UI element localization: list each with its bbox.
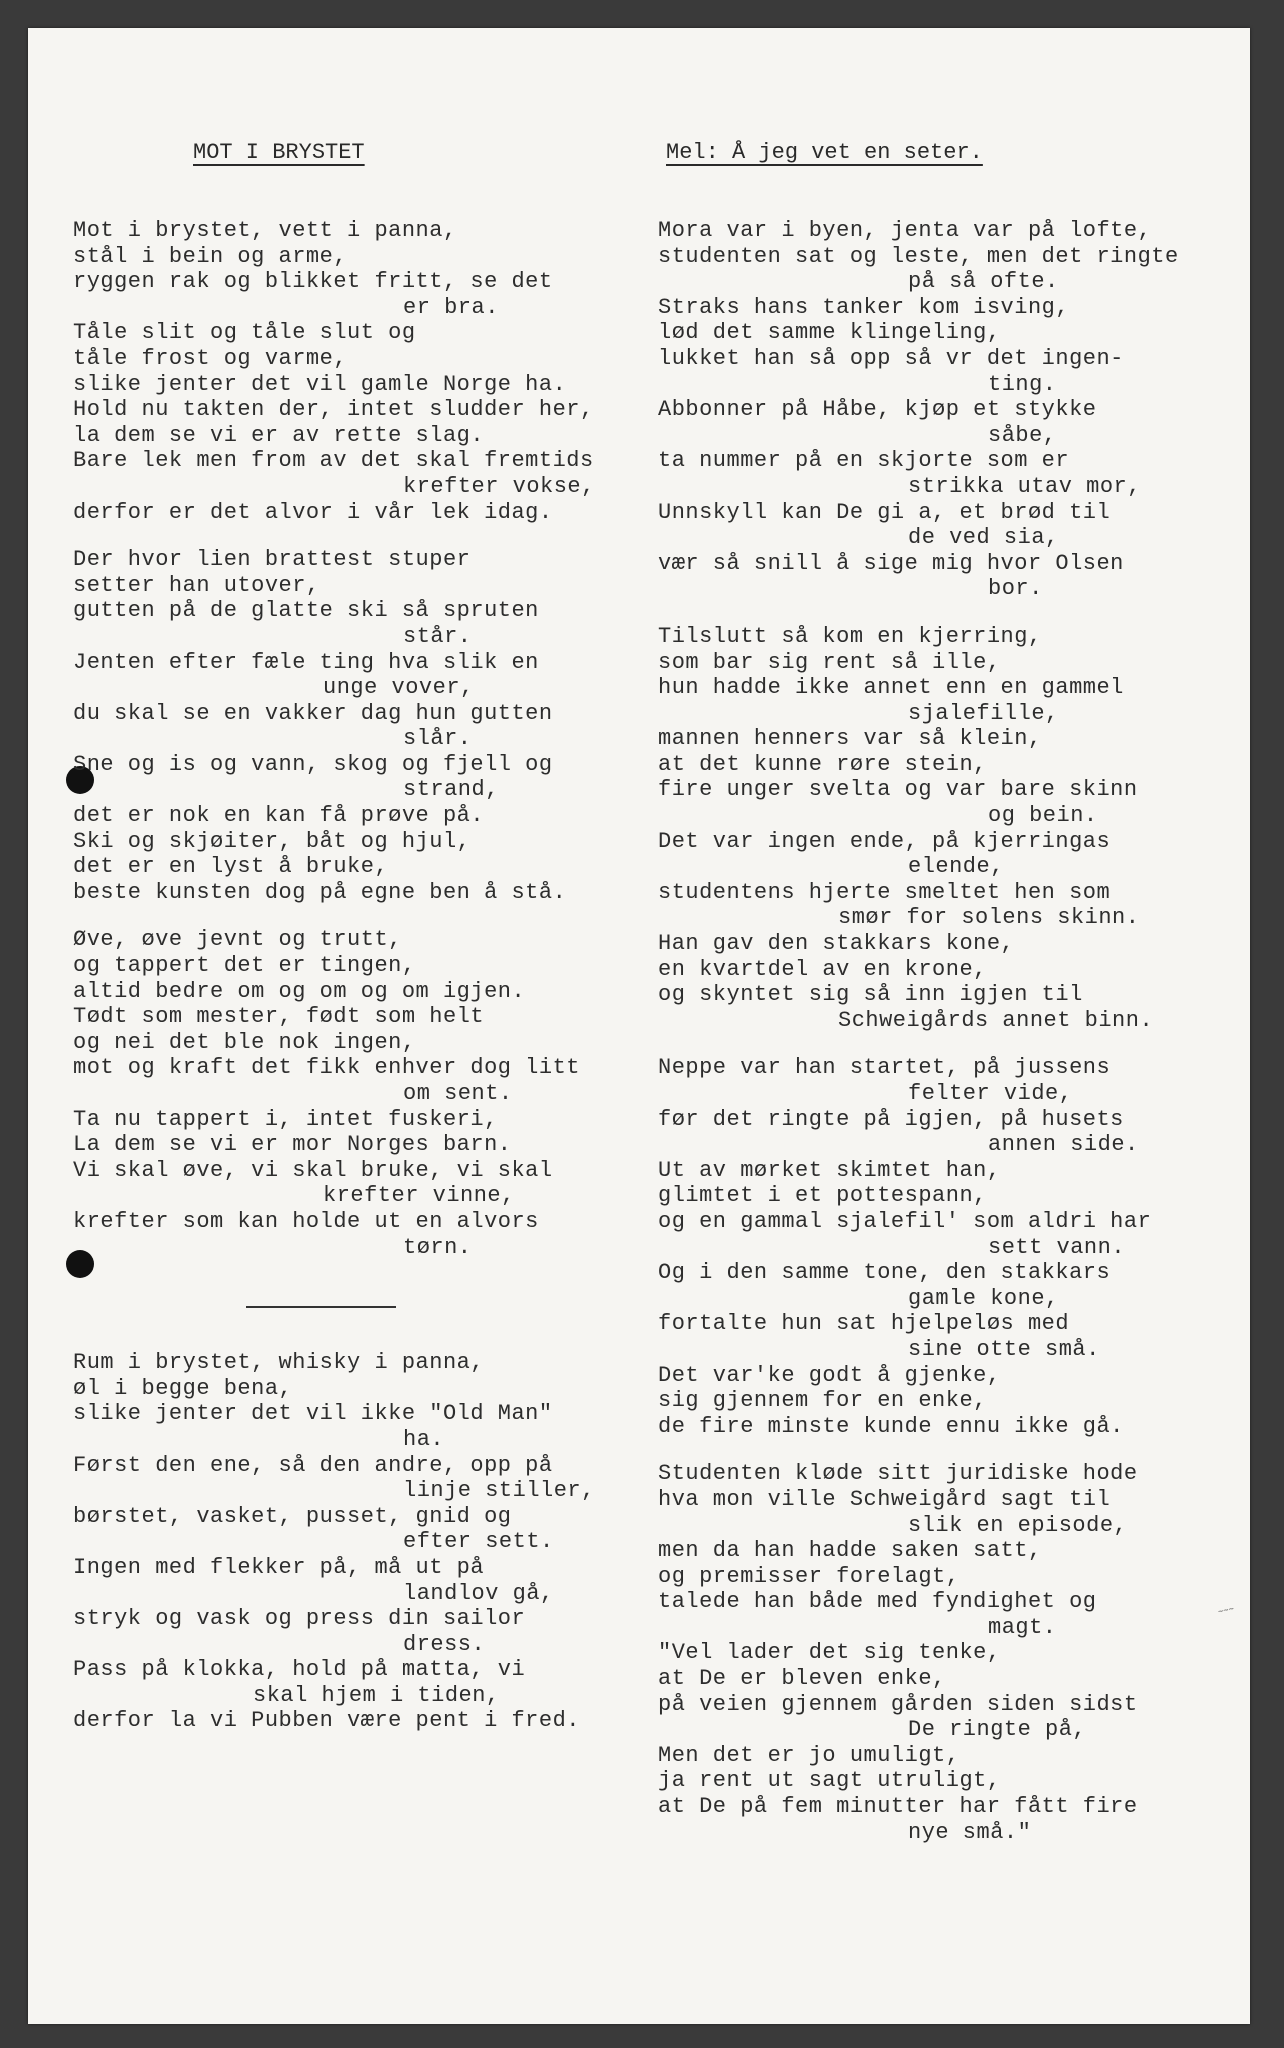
verse-line: Tilslutt så kom en kjerring,: [658, 623, 1042, 649]
verse-line: Pass på klokka, hold på matta, vi: [73, 1657, 526, 1683]
verse-line: fortalte hun sat hjelpeløs med: [658, 1311, 1070, 1337]
verse-line: studentens hjerte smeltet hen som: [658, 879, 1111, 905]
verse-line: nye små.": [908, 1819, 1032, 1845]
verse-line: studenten sat og leste, men det ringte: [658, 243, 1179, 269]
verse-line: Straks hans tanker kom isving,: [658, 294, 1070, 320]
stanza: [658, 1461, 1236, 1845]
left-title: MOT I BRYSTET: [193, 140, 365, 165]
verse-line: lød det samme klingeling,: [658, 320, 1001, 346]
stanza: [658, 1055, 1233, 1439]
verse-line: tåle frost og varme,: [73, 345, 348, 371]
verse-line: vær så snill å sige mig hvor Olsen: [658, 550, 1124, 576]
verse-line: elende,: [908, 854, 1004, 880]
verse-line: Schweigårds annet binn.: [838, 1007, 1154, 1033]
verse-line: smør for solens skinn.: [838, 905, 1140, 931]
verse-line: Vi skal øve, vi skal bruke, vi skal: [73, 1157, 553, 1183]
stanza: [73, 218, 673, 525]
verse-line: slår.: [403, 726, 472, 752]
verse-line: derfor la vi Pubben være pent i fred.: [73, 1708, 580, 1734]
verse-line: ja rent ut sagt utruligt,: [658, 1768, 1001, 1794]
verse-line: derfor er det alvor i vår lek idag.: [73, 499, 553, 525]
verse-line: gutten på de glatte ski så spruten: [73, 598, 539, 624]
stanza: [73, 1350, 673, 1734]
verse-line: en kvartdel av en krone,: [658, 956, 987, 982]
verse-line: at det kunne røre stein,: [658, 751, 987, 777]
verse-line: krefter vokse,: [403, 473, 595, 499]
verse-line: Jenten efter fæle ting hva slik en: [73, 649, 539, 675]
verse-line: og tappert det er tingen,: [73, 953, 416, 979]
separator-line: [246, 1306, 396, 1308]
verse-line: er bra.: [403, 294, 499, 320]
verse-line: efter sett.: [403, 1529, 554, 1555]
verse-line: mannen henners var så klein,: [658, 726, 1042, 752]
verse-line: Sne og is og vann, skog og fjell og: [73, 751, 553, 777]
verse-line: på så ofte.: [908, 269, 1059, 295]
verse-line: om sent.: [403, 1081, 513, 1106]
verse-line: annen side.: [988, 1132, 1139, 1158]
verse-line: at De er bleven enke,: [658, 1666, 946, 1692]
verse-line: tørn.: [403, 1234, 472, 1260]
verse-line: landlov gå,: [403, 1580, 554, 1606]
left-column: [73, 218, 673, 1756]
verse-line: Ingen med flekker på, må ut på: [73, 1554, 485, 1580]
verse-line: skal hjem i tiden,: [253, 1682, 500, 1708]
verse-line: Neppe var han startet, på jussens: [658, 1055, 1111, 1081]
stanza: [658, 218, 1233, 602]
verse-line: Studenten kløde sitt juridiske hode: [658, 1461, 1138, 1487]
verse-line: står.: [403, 623, 472, 649]
verse-line: bor.: [988, 576, 1043, 602]
stanza: [73, 927, 673, 1260]
verse-line: strikka utav mor,: [908, 473, 1141, 499]
verse-line: gamle kone,: [908, 1285, 1059, 1311]
verse-line: La dem se vi er mor Norges barn.: [73, 1132, 512, 1158]
verse-line: ting.: [988, 371, 1057, 397]
verse-line: Det var'ke godt å gjenke,: [658, 1362, 1001, 1388]
verse-line: linje stiller,: [403, 1478, 595, 1504]
verse-line: sett vann.: [988, 1234, 1126, 1260]
verse-line: stål i bein og arme,: [73, 243, 348, 269]
verse-line: men da han hadde saken satt,: [658, 1538, 1042, 1564]
verse-line: Ta nu tappert i, intet fuskeri,: [73, 1106, 498, 1132]
verse-line: og bein.: [988, 803, 1098, 829]
verse-line: la dem se vi er av rette slag.: [73, 422, 485, 448]
verse-line: og nei det ble nok ingen,: [73, 1029, 416, 1055]
verse-line: Han gav den stakkars kone,: [658, 931, 1015, 957]
verse-line: strand,: [403, 777, 499, 803]
verse-line: hva mon ville Schweigård sagt til: [658, 1486, 1111, 1512]
stanza: [73, 547, 673, 905]
verse-line: hun hadde ikke annet enn en gammel: [658, 675, 1124, 701]
verse-line: dress.: [403, 1631, 486, 1657]
verse-line: såbe,: [988, 422, 1057, 448]
verse-line: felter vide,: [908, 1081, 1073, 1106]
verse-line: Unnskyll kan De gi a, et brød til: [658, 499, 1111, 525]
verse-line: stryk og vask og press din sailor: [73, 1606, 526, 1632]
verse-line: Hold nu takten der, intet sludder her,: [73, 397, 594, 423]
verse-line: du skal se en vakker dag hun gutten: [73, 700, 553, 726]
verse-line: Der hvor lien brattest stuper: [73, 547, 471, 573]
verse-line: Ut av mørket skimtet han,: [658, 1157, 1001, 1183]
verse-line: at De på fem minutter har fått fire: [658, 1794, 1138, 1820]
verse-line: børstet, vasket, pusset, gnid og: [73, 1503, 512, 1529]
typewritten-page: [28, 28, 1250, 2024]
verse-line: og skyntet sig så inn igjen til: [658, 982, 1083, 1008]
verse-line: slik en episode,: [908, 1512, 1128, 1538]
verse-line: som bar sig rent så ille,: [658, 649, 1001, 675]
verse-line: "Vel lader det sig tenke,: [658, 1640, 1001, 1666]
verse-line: før det ringte på igjen, på husets: [658, 1106, 1124, 1132]
verse-line: sjalefille,: [908, 700, 1059, 726]
verse-line: øl i begge bena,: [73, 1375, 293, 1401]
verse-line: det er nok en kan få prøve på.: [73, 803, 485, 829]
verse-line: Abbonner på Håbe, kjøp et stykke: [658, 397, 1097, 423]
verse-line: Tåle slit og tåle slut og: [73, 320, 416, 346]
verse-line: magt.: [988, 1614, 1057, 1640]
verse-line: talede han både med fyndighet og: [658, 1589, 1097, 1615]
verse-line: Tødt som mester, født som helt: [73, 1004, 485, 1030]
verse-line: Mora var i byen, jenta var på lofte,: [658, 218, 1152, 243]
verse-line: De ringte på,: [908, 1717, 1087, 1743]
verse-line: slike jenter det vil ikke "Old Man": [73, 1401, 553, 1427]
verse-line: Øve, øve jevnt og trutt,: [73, 927, 402, 953]
verse-line: setter han utover,: [73, 572, 320, 598]
verse-line: krefter som kan holde ut en alvors: [73, 1208, 539, 1234]
verse-line: ryggen rak og blikket fritt, se det: [73, 269, 553, 295]
right-column: [658, 218, 1236, 1867]
verse-line: lukket han så opp så vr det ingen-: [658, 345, 1124, 371]
verse-line: Mot i brystet, vett i panna,: [73, 218, 457, 243]
right-title: Mel: Å jeg vet en seter.: [666, 140, 983, 165]
verse-line: og premisser forelagt,: [658, 1563, 960, 1589]
stanza: [658, 624, 1233, 1034]
ink-mark: ~~~: [1217, 1604, 1236, 1618]
verse-line: Bare lek men from av det skal fremtids: [73, 448, 594, 474]
verse-line: det er en lyst å bruke,: [73, 854, 389, 880]
verse-line: slike jenter det vil gamle Norge ha.: [73, 371, 567, 397]
verse-line: ha.: [403, 1426, 445, 1452]
verse-line: fire unger svelta og var bare skinn: [658, 777, 1138, 803]
verse-line: Det var ingen ende, på kjerringas: [658, 828, 1111, 854]
verse-line: Og i den samme tone, den stakkars: [658, 1260, 1111, 1286]
verse-line: de fire minste kunde ennu ikke gå.: [658, 1413, 1124, 1439]
verse-line: altid bedre om og om og om igjen.: [73, 978, 526, 1004]
verse-line: mot og kraft det fikk enhver dog litt: [73, 1055, 580, 1081]
verse-line: unge vover,: [323, 675, 474, 701]
verse-line: ta nummer på en skjorte som er: [658, 448, 1070, 474]
verse-line: Først den ene, så den andre, opp på: [73, 1452, 553, 1478]
verse-line: Ski og skjøiter, båt og hjul,: [73, 828, 471, 854]
verse-line: på veien gjennem gården siden sidst: [658, 1691, 1138, 1717]
verse-line: beste kunsten dog på egne ben å stå.: [73, 879, 567, 905]
verse-line: sine otte små.: [908, 1336, 1100, 1362]
verse-line: sig gjennem for en enke,: [658, 1388, 987, 1414]
verse-line: Men det er jo umuligt,: [658, 1742, 960, 1768]
verse-line: krefter vinne,: [323, 1183, 515, 1209]
verse-line: og en gammal sjalefil' som aldri har: [658, 1208, 1152, 1234]
verse-line: Rum i brystet, whisky i panna,: [73, 1350, 485, 1376]
verse-line: de ved sia,: [908, 525, 1059, 551]
verse-line: glimtet i et pottespann,: [658, 1183, 987, 1209]
